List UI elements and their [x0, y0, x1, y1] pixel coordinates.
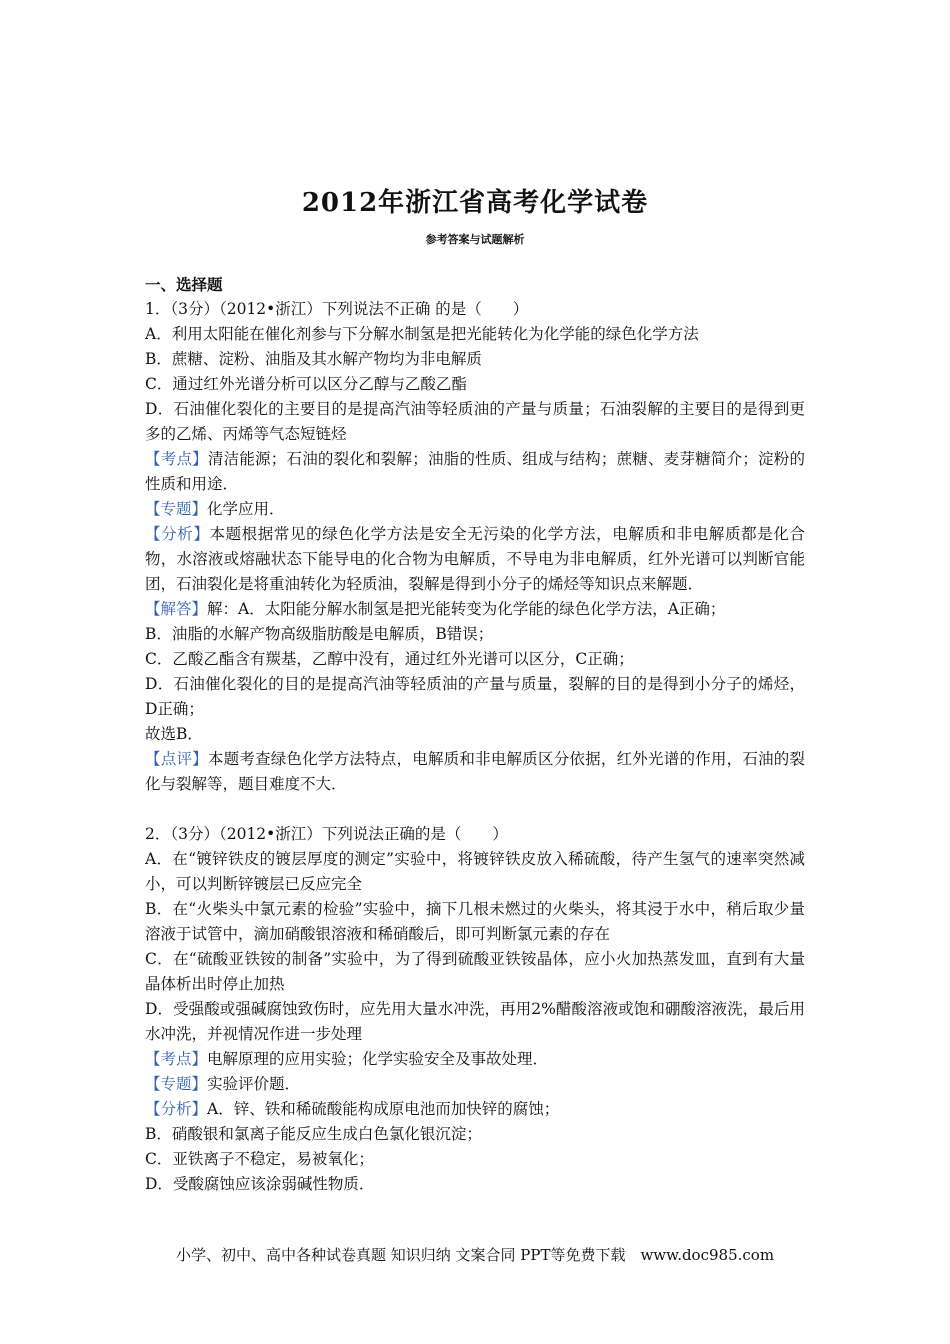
q2-fenxi-b: B．硝酸银和氯离子能反应生成白色氯化银沉淀； — [145, 1125, 482, 1143]
spacer — [145, 797, 805, 822]
document-subtitle: 参考答案与试题解析 — [425, 233, 525, 246]
q2-fenxi-text: A．锌、铁和稀硫酸能构成原电池而加快锌的腐蚀； — [207, 1100, 560, 1118]
jieda-tag: 【解答】 — [145, 600, 208, 618]
q1-jieda-d: D．石油催化裂化的目的是提高汽油等轻质油的产量与质量，裂解的目的是得到小分子的烯烃，D正确； — [145, 675, 805, 718]
q1-jieda-c: C．乙酸乙酯含有羰基，乙醇中没有，通过红外光谱可以区分，C正确； — [145, 650, 634, 668]
q1-option-b: B．蔗糖、淀粉、油脂及其水解产物均为非电解质 — [145, 350, 482, 368]
fenxi-tag: 【分析】 — [145, 525, 210, 543]
q1-jieda-text: 解：A．太阳能分解水制氢是把光能转变为化学能的绿色化学方法，A正确； — [207, 600, 726, 618]
q1-option-c: C．通过红外光谱分析可以区分乙醇与乙酸乙酯 — [145, 375, 467, 393]
q1-jieda — [145, 597, 805, 622]
q2-option-d: D．受强酸或强碱腐蚀致伤时，应先用大量水冲洗，再用2%醋酸溶液或饱和硼酸溶液洗，最后用水冲洗，并视情况作进一步处理 — [145, 1000, 805, 1043]
q1-fenxi-text: 本题根据常见的绿色化学方法是安全无污染的化学方法，电解质和非电解质都是化合物，水溶液或熔融状态下能导电的化合物为电解质，不导电为非电解质，红外光谱可以判断官能团，石油裂化是将重油转化为轻质油，裂解是得到小分子的烯烃等知识点来解题． — [145, 525, 805, 593]
q1-fenxi — [145, 522, 805, 597]
q2-fenxi-d: D．受酸腐蚀应该涂弱碱性物质． — [145, 1175, 375, 1193]
q2-kaodian — [145, 1047, 805, 1072]
q1-zhuanti-text: 化学应用． — [207, 500, 285, 518]
q2-zhuanti-text: 实验评价题． — [207, 1075, 301, 1093]
q1-jieda-end: 故选B． — [145, 725, 203, 743]
q2-option-c: C．在“硫酸亚铁铵的制备”实验中，为了得到硫酸亚铁铵晶体，应小火加热蒸发皿，直到有大量晶体析出时停止加热 — [145, 950, 805, 993]
fenxi-tag: 【分析】 — [145, 1100, 208, 1118]
page-footer: 小学、初中、高中各种试卷真题 知识归纳 文案合同 PPT等免费下载 www.doc985.com — [175, 1246, 775, 1264]
q1-option-a: A．利用太阳能在催化剂参与下分解水制氢是把光能转化为化学能的绿色化学方法 — [145, 325, 699, 343]
q2-option-b: B．在“火柴头中氯元素的检验”实验中，摘下几根未燃过的火柴头，将其浸于水中，稍后取少量溶液于试管中，滴加硝酸银溶液和稀硝酸后，即可判断氯元素的存在 — [145, 900, 805, 943]
kaodian-tag: 【考点】 — [145, 450, 208, 468]
q1-kaodian-text: 清洁能源；石油的裂化和裂解；油脂的性质、组成与结构；蔗糖、麦芽糖简介；淀粉的性质和用途． — [145, 450, 805, 493]
document-content — [145, 272, 805, 1197]
kaodian-tag: 【考点】 — [145, 1050, 208, 1068]
q2-zhuanti — [145, 1072, 805, 1097]
q1-kaodian — [145, 447, 805, 497]
section-heading: 一、选择题 — [145, 275, 223, 294]
document-title: 2012年浙江省高考化学试卷 — [301, 188, 649, 218]
q1-dianping-text: 本题考查绿色化学方法特点，电解质和非电解质区分依据，红外光谱的作用，石油的裂化与裂解等，题目难度不大． — [145, 750, 805, 793]
q1-stem: 1．（3分）（2012•浙江）下列说法不正确 的是（ ） — [145, 300, 529, 318]
q1-zhuanti — [145, 497, 805, 522]
q1-dianping — [145, 747, 805, 797]
q2-stem: 2．（3分）（2012•浙江）下列说法正确的是（ ） — [145, 825, 508, 843]
zhuanti-tag: 【专题】 — [145, 500, 208, 518]
q1-option-d: D．石油催化裂化的主要目的是提高汽油等轻质油的产量与质量；石油裂解的主要目的是得到更多的乙烯、丙烯等气态短链烃 — [145, 400, 805, 443]
q2-option-a: A．在“镀锌铁皮的镀层厚度的测定”实验中，将镀锌铁皮放入稀硫酸，待产生氢气的速率突然减小，可以判断锌镀层已反应完全 — [145, 850, 805, 893]
q2-fenxi — [145, 1097, 805, 1122]
zhuanti-tag: 【专题】 — [145, 1075, 208, 1093]
dianping-tag: 【点评】 — [145, 750, 208, 768]
q2-kaodian-text: 电解原理的应用实验；化学实验安全及事故处理． — [207, 1050, 549, 1068]
q1-jieda-b: B．油脂的水解产物高级脂肪酸是电解质，B错误； — [145, 625, 494, 643]
q2-fenxi-c: C．亚铁离子不稳定，易被氧化； — [145, 1150, 374, 1168]
